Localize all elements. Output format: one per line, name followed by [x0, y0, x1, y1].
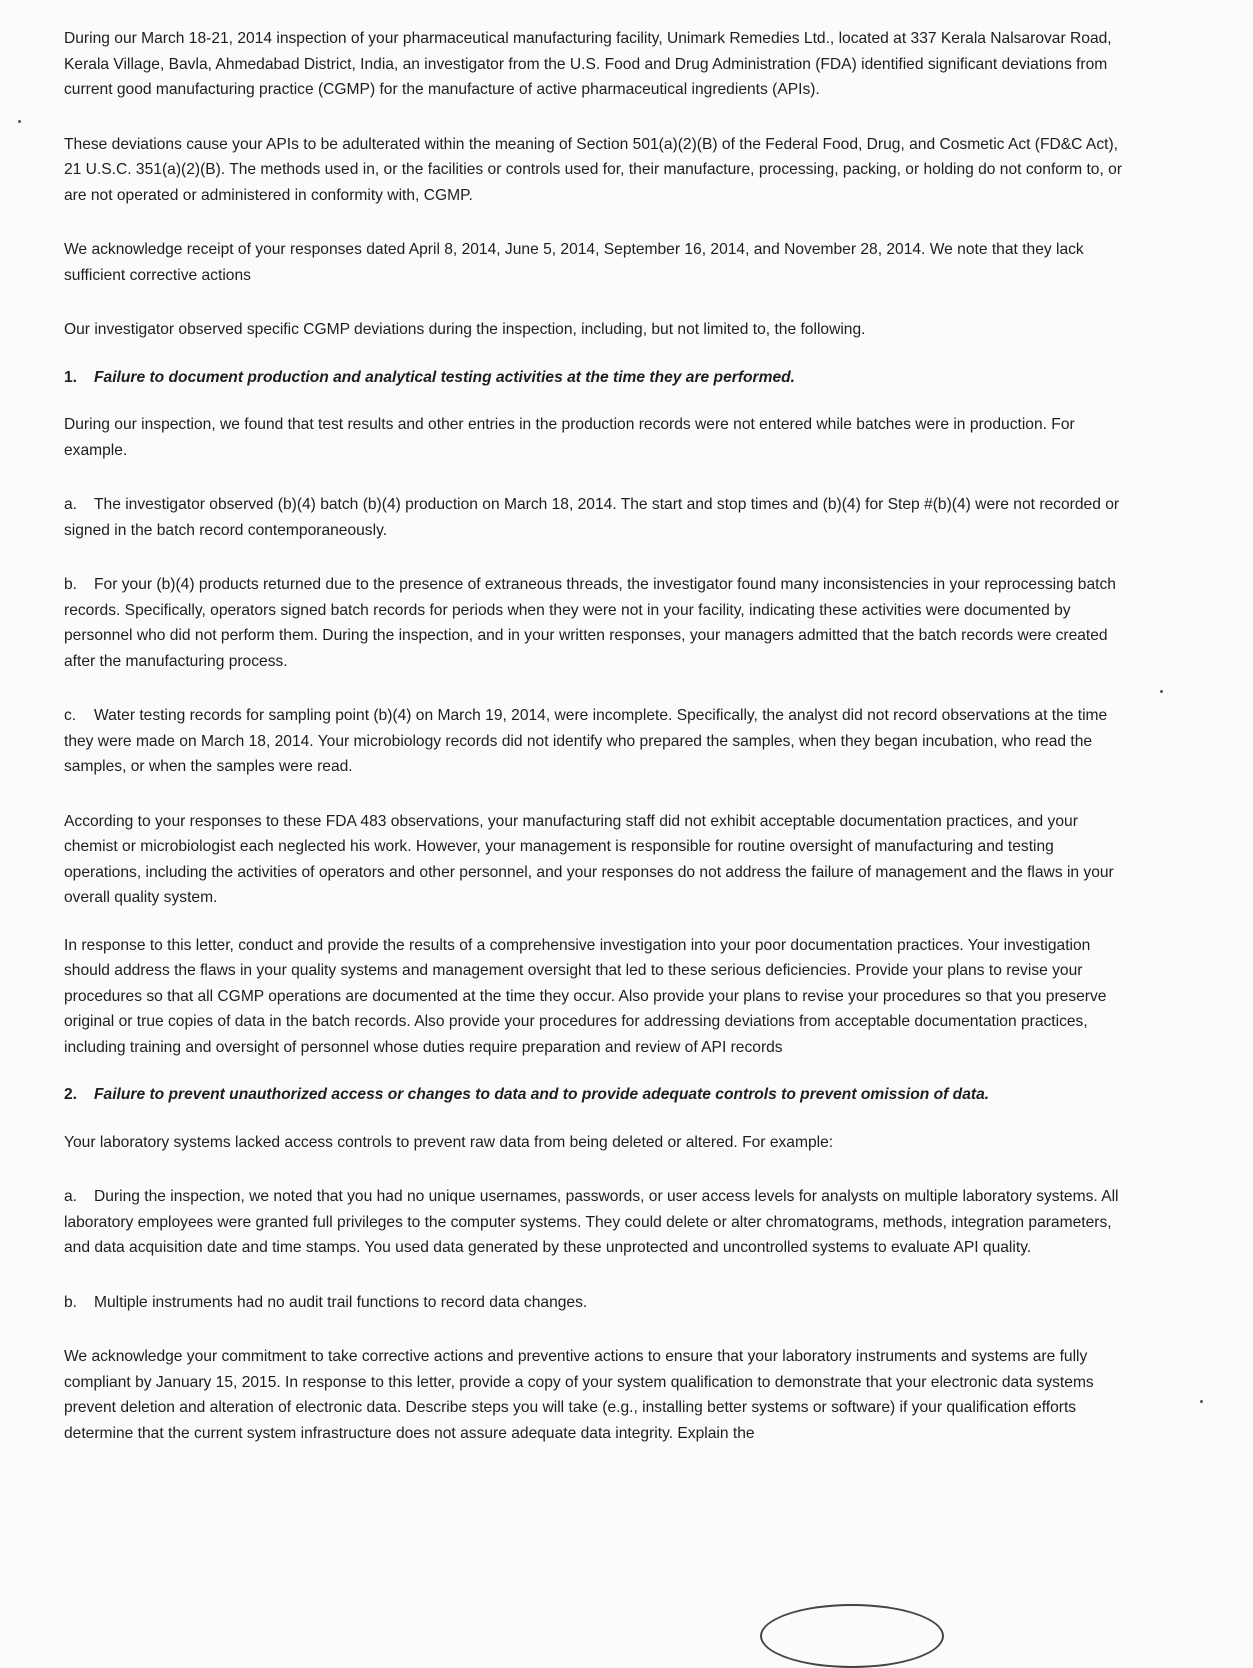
- sub-label: c.: [64, 707, 77, 724]
- item1-sub-c: [64, 703, 1123, 780]
- item1-lead: During our inspection, we found that test results and other entries in the production records were not entered while batches were in production. For example.: [64, 416, 1075, 459]
- sub-text: For your (b)(4) products returned due to the presence of extraneous threads, the investigator found many inconsistencies in your reprocessing batch records. Specifically, operators signed batch records for periods when they were not in your facility, indicating these activities were documented by personnel who did not perform them. During the inspection, and in your written responses, your managers admitted that the batch records were created after the manufacturing process.: [64, 576, 1116, 670]
- responses-paragraph: We acknowledge receipt of your responses dated April 8, 2014, June 5, 2014, September 16, 2014, and November 28, 2014. We note that they lack sufficient corrective actions: [64, 241, 1084, 284]
- item2-paragraph-1: We acknowledge your commitment to take corrective actions and preventive actions to ensure that your laboratory instruments and systems are fully compliant by January 15, 2015. In response to this letter, provide a copy of your system qualification to demonstrate that your electronic data systems prevent deletion and alteration of electronic data. Describe steps you will take (e.g., installing better systems or software) if your qualification efforts determine that the current system infrastructure does not assure adequate data integrity. Explain the: [64, 1348, 1094, 1442]
- item2-sub-b: [64, 1290, 1123, 1316]
- item1-paragraph-1: According to your responses to these FDA 483 observations, your manufacturing staff did not exhibit acceptable documentation practices, and your chemist or microbiologist each neglected his work. However, your management is responsible for routine oversight of manufacturing and testing operations, including the activities of operators and other personnel, and your responses do not address the failure of management and the flaws in your overall quality system.: [64, 812, 1114, 906]
- sub-label: a.: [64, 496, 78, 513]
- item2-lead: Your laboratory systems lacked access controls to prevent raw data from being deleted or altered. For example:: [64, 1133, 834, 1151]
- sub-text: The investigator observed (b)(4) batch (b)(4) production on March 18, 2014. The start and stop times and (b)(4) for Step #(b)(4) were not recorded or signed in the batch record contemporaneously.: [64, 496, 1120, 539]
- item2-heading: [64, 1082, 1123, 1108]
- item2-heading-text: Failure to prevent unauthorized access or changes to data and to provide adequate controls to prevent omission of data.: [94, 1086, 990, 1103]
- observed-paragraph: Our investigator observed specific CGMP deviations during the inspection, including, but not limited to, the following.: [64, 321, 866, 338]
- scan-speck: [1160, 690, 1163, 693]
- item1-sub-b: [64, 572, 1123, 674]
- adulteration-paragraph: These deviations cause your APIs to be adulterated within the meaning of Section 501(a)(2)(B) of the Federal Food, Drug, and Cosmetic Act (FD&C Act), 21 U.S.C. 351(a)(2)(B). The methods used in, or the facilities or controls used for, their manufacture, processing, packing, or holding do not conform to, or are not operated or administered in conformity with, CGMP.: [64, 135, 1123, 204]
- stamp-seal: [760, 1604, 944, 1668]
- sub-label: b.: [64, 576, 78, 593]
- item1-heading-text: Failure to document production and analytical testing activities at the time they are performed.: [94, 368, 795, 386]
- intro-paragraph: During our March 18-21, 2014 inspection of your pharmaceutical manufacturing facility, Unimark Remedies Ltd., located at 337 Kerala Nalsarovar Road, Kerala Village, Bavla, Ahmedabad District, India, an investigator from the U.S. Food and Drug Administration (FDA) identified significant deviations from current good manufacturing practice (CGMP) for the manufacture of active pharmaceutical ingredients (APIs).: [64, 30, 1112, 98]
- item1-sub-a: [64, 492, 1123, 543]
- scan-speck: [1200, 1400, 1203, 1403]
- sub-label: a.: [64, 1188, 78, 1205]
- item1-heading: [64, 365, 1123, 391]
- sub-label: b.: [64, 1293, 78, 1311]
- item1-paragraph-2: In response to this letter, conduct and provide the results of a comprehensive investigation into your poor documentation practices. Your investigation should address the flaws in your quality systems and management oversight that led to these serious deficiencies. Provide your plans to revise your procedures so that all CGMP operations are documented at the time they occur. Also provide your plans to revise your procedures so that you preserve original or true copies of data in the batch records. Also provide your procedures for addressing deviations from acceptable documentation practices, including training and oversight of personnel whose duties require preparation and review of API records: [64, 936, 1107, 1056]
- item2-number: 2.: [64, 1086, 78, 1103]
- item2-sub-a: [64, 1184, 1123, 1261]
- item1-number: 1.: [64, 368, 78, 386]
- scan-speck: [18, 120, 21, 123]
- sub-text: During the inspection, we noted that you had no unique usernames, passwords, or user access levels for analysts on multiple laboratory systems. All laboratory employees were granted full privileges to the computer systems. They could delete or alter chromatograms, methods, integration parameters, and data acquisition date and time stamps. You used data generated by these unprotected and uncontrolled systems to evaluate API quality.: [64, 1188, 1119, 1256]
- sub-text: Water testing records for sampling point (b)(4) on March 19, 2014, were incomplete. Specifically, the analyst did not record observations at the time they were made on March 18, 2014. Your microbiology records did not identify who prepared the samples, when they began incubation, who read the samples, or when the samples were read.: [64, 707, 1108, 775]
- sub-text: Multiple instruments had no audit trail functions to record data changes.: [94, 1293, 588, 1311]
